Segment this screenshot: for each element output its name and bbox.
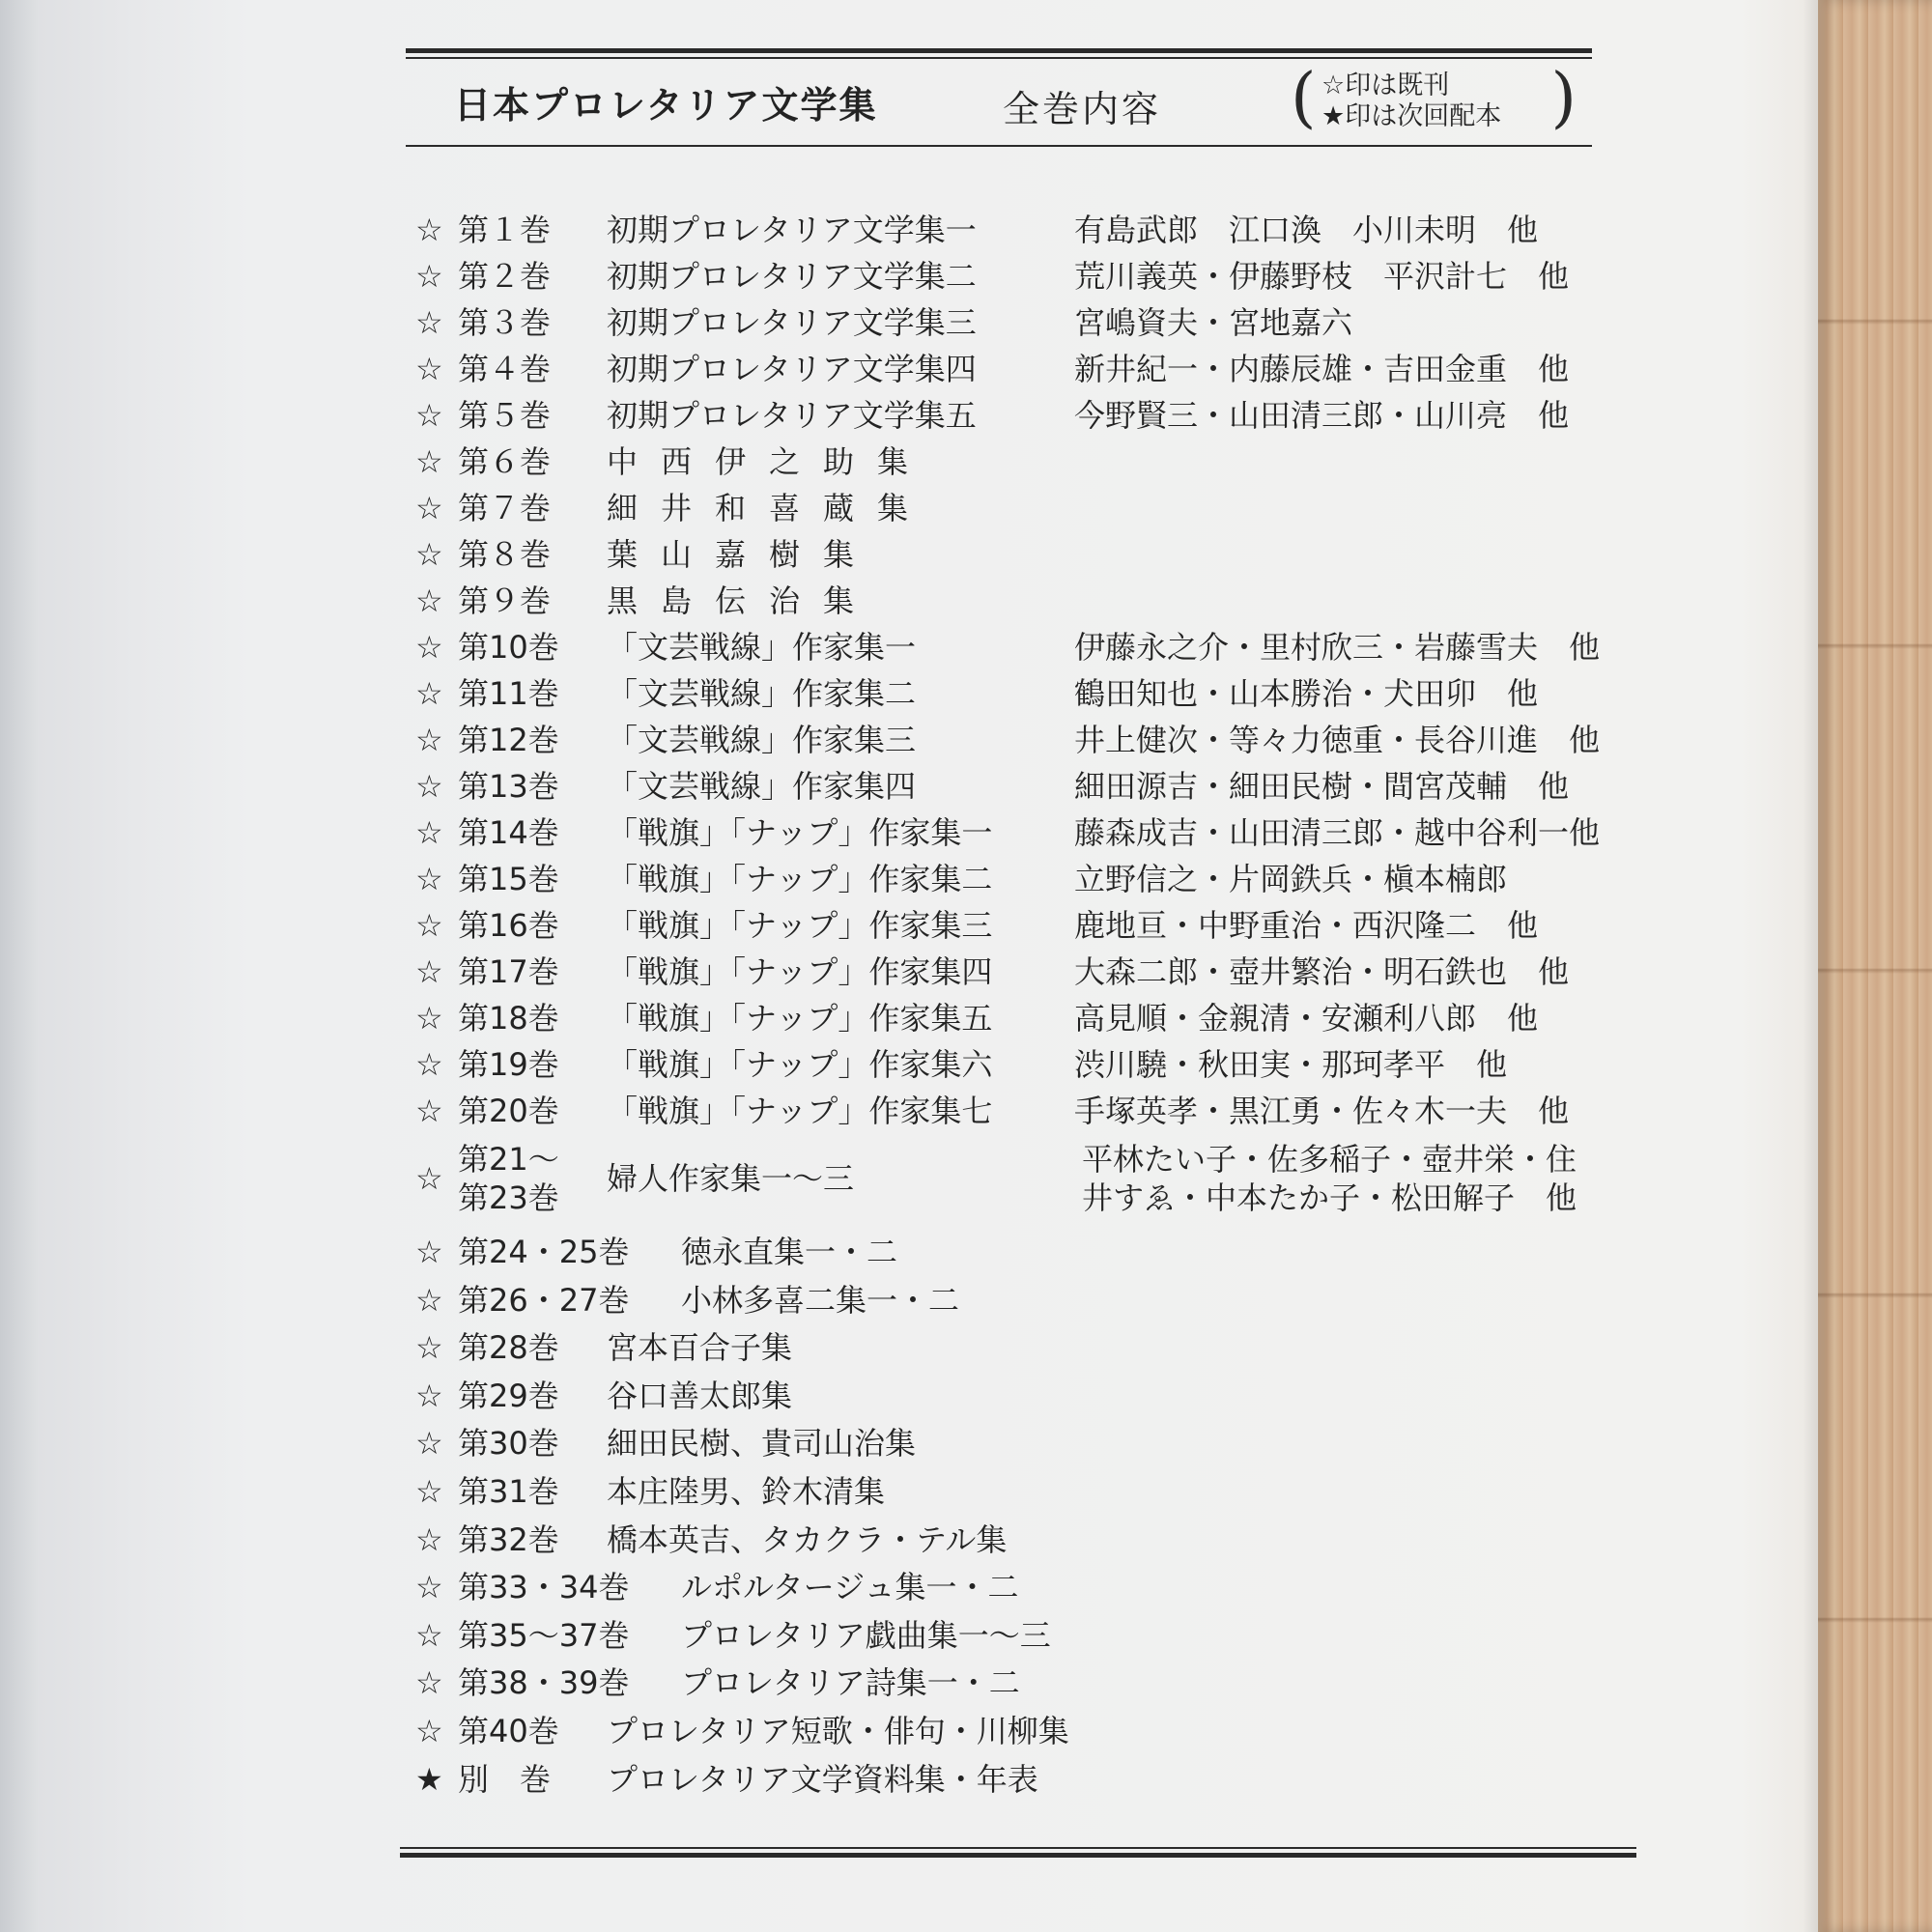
header-rule (406, 145, 1592, 147)
volume-number (458, 1140, 559, 1217)
status-mark: ☆ (415, 1046, 443, 1083)
volume-number: 第29巻 (458, 1378, 559, 1414)
volume-number: 第40巻 (458, 1713, 559, 1749)
status-mark: ☆ (415, 536, 443, 573)
volume-number: 第10巻 (458, 629, 559, 666)
status-mark: ☆ (415, 1234, 443, 1270)
volume-number: 第16巻 (458, 907, 559, 944)
legend (1291, 60, 1577, 136)
status-mark: ★ (415, 1761, 443, 1798)
wooden-table-background (1818, 0, 1932, 1932)
status-mark: ☆ (415, 675, 443, 712)
volume-number: 第12巻 (458, 722, 559, 758)
status-mark: ☆ (415, 861, 443, 897)
status-mark: ☆ (415, 397, 443, 434)
status-mark: ☆ (415, 1617, 443, 1654)
volume-title: 「文芸戦線」作家集四 (607, 768, 917, 805)
bottom-rule-thick (400, 1853, 1636, 1858)
status-mark: ☆ (415, 722, 443, 758)
status-mark: ☆ (415, 1282, 443, 1319)
volume-number: 第33・34巻 (458, 1569, 630, 1605)
volume-title: 「戦旗」「ナップ」作家集五 (607, 1000, 993, 1037)
volume-authors: 鶴田知也・山本勝治・犬田卯 他 (1074, 675, 1539, 712)
status-mark: ☆ (415, 1473, 443, 1510)
volume-title: 宮本百合子集 (607, 1329, 793, 1366)
volume-number: 第６巻 (458, 443, 552, 480)
status-mark: ☆ (415, 258, 443, 295)
volume-number: 第32巻 (458, 1521, 559, 1558)
volume-title: 初期プロレタリア文学集二 (607, 258, 977, 295)
volume-authors: 大森二郎・壺井繁治・明石鉄也 他 (1074, 953, 1570, 990)
volume-title: プロレタリア文学資料集・年表 (607, 1761, 1038, 1798)
volume-title: 本庄陸男、鈴木清集 (607, 1473, 886, 1510)
legend-open-paren: ( (1291, 60, 1317, 136)
status-mark: ☆ (415, 351, 443, 387)
status-mark: ☆ (415, 1378, 443, 1414)
volume-authors-line: 平林たい子・佐多稲子・壺井栄・住 (1082, 1141, 1577, 1178)
status-mark: ☆ (415, 907, 443, 944)
volume-title: 「文芸戦線」作家集三 (607, 722, 917, 758)
status-mark: ☆ (415, 629, 443, 666)
volume-number: 第８巻 (458, 536, 552, 573)
book-gutter (0, 0, 39, 1932)
volume-title: 初期プロレタリア文学集四 (607, 351, 977, 387)
volume-authors: 高見順・金親清・安瀬利八郎 他 (1074, 1000, 1539, 1037)
status-mark: ☆ (415, 212, 443, 248)
collection-title: 日本プロレタリア文学集 (454, 84, 878, 127)
status-mark: ☆ (415, 1521, 443, 1558)
volume-number: 第４巻 (458, 351, 552, 387)
top-rule-thin (406, 57, 1592, 59)
volume-number: 第13巻 (458, 768, 559, 805)
volume-number: 第17巻 (458, 953, 559, 990)
status-mark: ☆ (415, 1329, 443, 1366)
status-mark: ☆ (415, 1569, 443, 1605)
status-mark: ☆ (415, 1093, 443, 1129)
volume-title: 谷口善太郎集 (607, 1378, 793, 1414)
status-mark: ☆ (415, 814, 443, 851)
volume-title: プロレタリア詩集一・二 (681, 1664, 1020, 1701)
volume-authors: 渋川驍・秋田実・那珂孝平 他 (1074, 1046, 1508, 1083)
volume-number: 第15巻 (458, 861, 559, 897)
volume-title: 小林多喜二集一・二 (681, 1282, 960, 1319)
volume-authors: 荒川義英・伊藤野枝 平沢計七 他 (1074, 258, 1570, 295)
page-edge-shadow (1803, 0, 1818, 1932)
volume-title: 「文芸戦線」作家集一 (607, 629, 917, 666)
status-mark: ☆ (415, 1000, 443, 1037)
volume-number: 第２巻 (458, 258, 552, 295)
volume-number: 第11巻 (458, 675, 559, 712)
volume-number-line: 第23巻 (458, 1179, 559, 1216)
volume-authors: 細田源吉・細田民樹・間宮茂輔 他 (1074, 768, 1570, 805)
volume-number: 第14巻 (458, 814, 559, 851)
volume-number: 第１巻 (458, 212, 552, 248)
status-mark: ☆ (415, 953, 443, 990)
volume-title: 黒島伝治集 (607, 582, 878, 619)
volume-title: 婦人作家集一～三 (607, 1160, 855, 1197)
volume-authors: 手塚英孝・黒江勇・佐々木一夫 他 (1074, 1093, 1570, 1129)
volume-number: 第20巻 (458, 1093, 559, 1129)
volume-number: 第９巻 (458, 582, 552, 619)
legend-next-issue: ★印は次回配本 (1321, 101, 1502, 131)
bottom-rule-thin (400, 1847, 1636, 1849)
volume-authors: 伊藤永之介・里村欣三・岩藤雪夫 他 (1074, 629, 1601, 666)
volume-authors: 有島武郎 江口渙 小川未明 他 (1074, 212, 1539, 248)
volume-authors: 立野信之・片岡鉄兵・槇本楠郎 (1074, 861, 1508, 897)
volume-number: 第28巻 (458, 1329, 559, 1366)
status-mark: ☆ (415, 1664, 443, 1701)
volume-title: 「戦旗」「ナップ」作家集二 (607, 861, 993, 897)
volume-authors (1082, 1140, 1577, 1217)
volume-number: 第24・25巻 (458, 1234, 630, 1270)
volume-authors: 今野賢三・山田清三郎・山川亮 他 (1074, 397, 1570, 434)
status-mark: ☆ (415, 304, 443, 341)
volume-number: 第38・39巻 (458, 1664, 630, 1701)
volume-authors-line: 井すゑ・中本たか子・松田解子 他 (1082, 1179, 1577, 1216)
volume-title: 「戦旗」「ナップ」作家集六 (607, 1046, 993, 1083)
volume-title: 細井和喜蔵集 (607, 490, 932, 526)
volume-title: プロレタリア短歌・俳句・川柳集 (607, 1713, 1069, 1749)
volume-number: 第26・27巻 (458, 1282, 630, 1319)
volume-title: 初期プロレタリア文学集一 (607, 212, 977, 248)
volume-authors: 鹿地亘・中野重治・西沢隆二 他 (1074, 907, 1539, 944)
volume-number-line: 第21～ (458, 1141, 559, 1178)
volume-title: 初期プロレタリア文学集五 (607, 397, 977, 434)
volume-title: プロレタリア戯曲集一～三 (681, 1617, 1051, 1654)
status-mark: ☆ (415, 490, 443, 526)
volume-number: 第30巻 (458, 1425, 559, 1462)
volume-number: 第31巻 (458, 1473, 559, 1510)
volume-title: 「戦旗」「ナップ」作家集三 (607, 907, 993, 944)
volume-title: 「戦旗」「ナップ」作家集七 (607, 1093, 993, 1129)
collection-subtitle: 全巻内容 (1003, 88, 1162, 130)
volume-title: 橋本英吉、タカクラ・テル集 (607, 1521, 1008, 1558)
volume-title: ルポルタージュ集一・二 (681, 1569, 1019, 1605)
volume-title: 「戦旗」「ナップ」作家集一 (607, 814, 993, 851)
volume-authors: 新井紀一・内藤辰雄・吉田金重 他 (1074, 351, 1570, 387)
volume-number: 第３巻 (458, 304, 552, 341)
volume-number: 第５巻 (458, 397, 552, 434)
top-rule-thick (406, 48, 1592, 53)
volume-title: 細田民樹、貴司山治集 (607, 1425, 917, 1462)
volume-authors: 藤森成吉・山田清三郎・越中谷利一他 (1074, 814, 1601, 851)
volume-number: 別 巻 (458, 1761, 552, 1798)
legend-close-paren: ) (1550, 60, 1577, 136)
legend-published: ☆印は既刊 (1321, 71, 1450, 100)
volume-number: 第35～37巻 (458, 1617, 630, 1654)
volume-number: 第７巻 (458, 490, 552, 526)
volume-title: 徳永直集一・二 (681, 1234, 898, 1270)
volume-title: 初期プロレタリア文学集三 (607, 304, 977, 341)
volume-title: 「文芸戦線」作家集二 (607, 675, 917, 712)
status-mark: ☆ (415, 582, 443, 619)
volume-authors: 井上健次・等々力徳重・長谷川進 他 (1074, 722, 1601, 758)
status-mark: ☆ (415, 1160, 443, 1197)
volume-number: 第19巻 (458, 1046, 559, 1083)
status-mark: ☆ (415, 443, 443, 480)
status-mark: ☆ (415, 768, 443, 805)
status-mark: ☆ (415, 1713, 443, 1749)
volume-title: 中西伊之助集 (607, 443, 932, 480)
volume-title: 「戦旗」「ナップ」作家集四 (607, 953, 993, 990)
volume-authors: 宮嶋資夫・宮地嘉六 (1074, 304, 1353, 341)
status-mark: ☆ (415, 1425, 443, 1462)
volume-number: 第18巻 (458, 1000, 559, 1037)
volume-title: 葉山嘉樹集 (607, 536, 878, 573)
